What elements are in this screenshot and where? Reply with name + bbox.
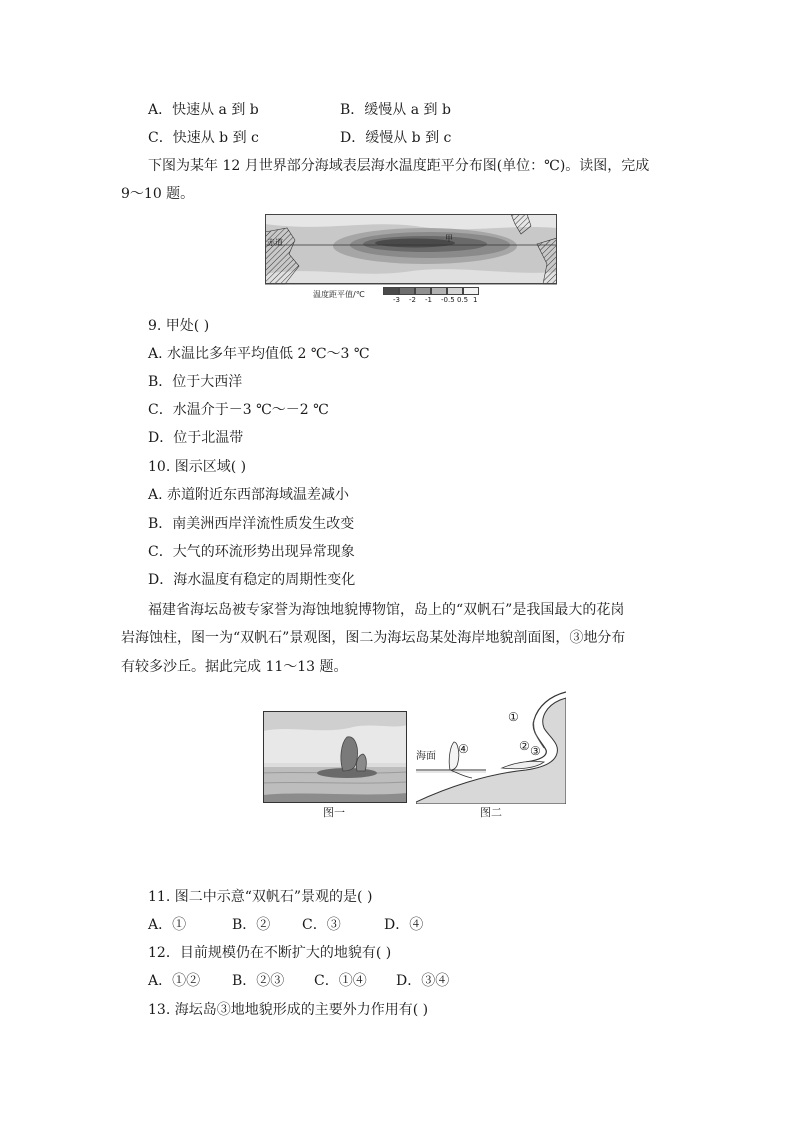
q9-stem: 9. 甲处( ) bbox=[148, 318, 210, 334]
q11-option-b: B．② bbox=[232, 917, 271, 933]
q11-stem: 11. 图二中示意“双帆石”景观的是( ) bbox=[148, 889, 373, 905]
q8-option-c: C．快速从 b 到 c bbox=[148, 130, 259, 146]
legend-tick-label: 1 bbox=[473, 296, 478, 304]
figure-1-caption: 图一 bbox=[323, 806, 345, 819]
legend-tick-label: -2 bbox=[409, 296, 416, 304]
q10-stem: 10. 图示区域( ) bbox=[148, 459, 247, 475]
sst-anomaly-map bbox=[265, 214, 557, 308]
intro-9-10-line1: 下图为某年 12 月世界部分海域表层海水温度距平分布图(单位：℃)。读图，完成 bbox=[148, 158, 650, 174]
q12-option-a: A．①② bbox=[148, 973, 201, 989]
q9-option-b: B．位于大西洋 bbox=[148, 374, 243, 390]
q9-option-c: C．水温介于－3 ℃～－2 ℃ bbox=[148, 402, 329, 418]
q12-option-c: C．①④ bbox=[314, 973, 367, 989]
sea-surface-label: 海面 bbox=[416, 751, 436, 762]
legend-swatch bbox=[447, 287, 463, 295]
legend-title: 温度距平值/℃ bbox=[313, 290, 365, 299]
legend-tick-label: 0.5 bbox=[457, 296, 469, 304]
q11-option-a: A．① bbox=[148, 917, 187, 933]
legend-tick-label: -0.5 bbox=[441, 296, 455, 304]
q11-option-d: D．④ bbox=[384, 917, 424, 933]
q12-option-b: B．②③ bbox=[232, 973, 285, 989]
figure-2-caption: 图二 bbox=[480, 806, 502, 819]
jia-label: 甲 bbox=[445, 234, 453, 243]
legend-swatch bbox=[415, 287, 431, 295]
intro-11-13-line3: 有较多沙丘。据此完成 11～13 题。 bbox=[121, 659, 348, 675]
q8-option-a: A．快速从 a 到 b bbox=[148, 102, 259, 118]
figure-1-photo bbox=[263, 711, 407, 803]
q10-option-a: A. 赤道附近东西部海域温差减小 bbox=[148, 487, 350, 503]
q13-stem: 13. 海坛岛③地地貌形成的主要外力作用有( ) bbox=[148, 1002, 429, 1018]
mark-3: ③ bbox=[530, 744, 541, 758]
q9-option-a: A. 水温比多年平均值低 2 ℃～3 ℃ bbox=[148, 346, 370, 362]
q9-option-d: D．位于北温带 bbox=[148, 430, 244, 446]
legend-swatch bbox=[431, 287, 447, 295]
figure-2-profile bbox=[416, 688, 566, 804]
q11-option-c: C．③ bbox=[302, 917, 341, 933]
legend-tick-label: -1 bbox=[425, 296, 432, 304]
equator-label: 赤道 bbox=[267, 238, 283, 247]
legend-swatch bbox=[399, 287, 415, 295]
q12-option-d: D．③④ bbox=[396, 973, 450, 989]
legend-swatch bbox=[463, 287, 479, 295]
intro-11-13-line1: 福建省海坛岛被专家誉为海蚀地貌博物馆，岛上的“双帆石”是我国最大的花岗 bbox=[148, 602, 625, 618]
q10-option-c: C．大气的环流形势出现异常现象 bbox=[148, 544, 355, 560]
intro-11-13-line2: 岩海蚀柱，图一为“双帆石”景观图，图二为海坛岛某处海岸地貌剖面图，③地分布 bbox=[121, 630, 626, 646]
q10-option-d: D．海水温度有稳定的周期性变化 bbox=[148, 572, 356, 588]
intro-9-10-line2: 9～10 题。 bbox=[121, 186, 195, 202]
mark-4: ④ bbox=[458, 742, 469, 756]
mark-1: ① bbox=[508, 710, 519, 724]
legend-tick-label: -3 bbox=[393, 296, 400, 304]
legend-swatch bbox=[383, 287, 399, 295]
q8-option-b: B．缓慢从 a 到 b bbox=[340, 102, 451, 118]
mark-2: ② bbox=[519, 739, 530, 753]
q12-stem: 12．目前规模仍在不断扩大的地貌有( ) bbox=[148, 945, 392, 961]
q8-option-d: D．缓慢从 b 到 c bbox=[340, 130, 452, 146]
q10-option-b: B．南美洲西岸洋流性质发生改变 bbox=[148, 516, 355, 532]
